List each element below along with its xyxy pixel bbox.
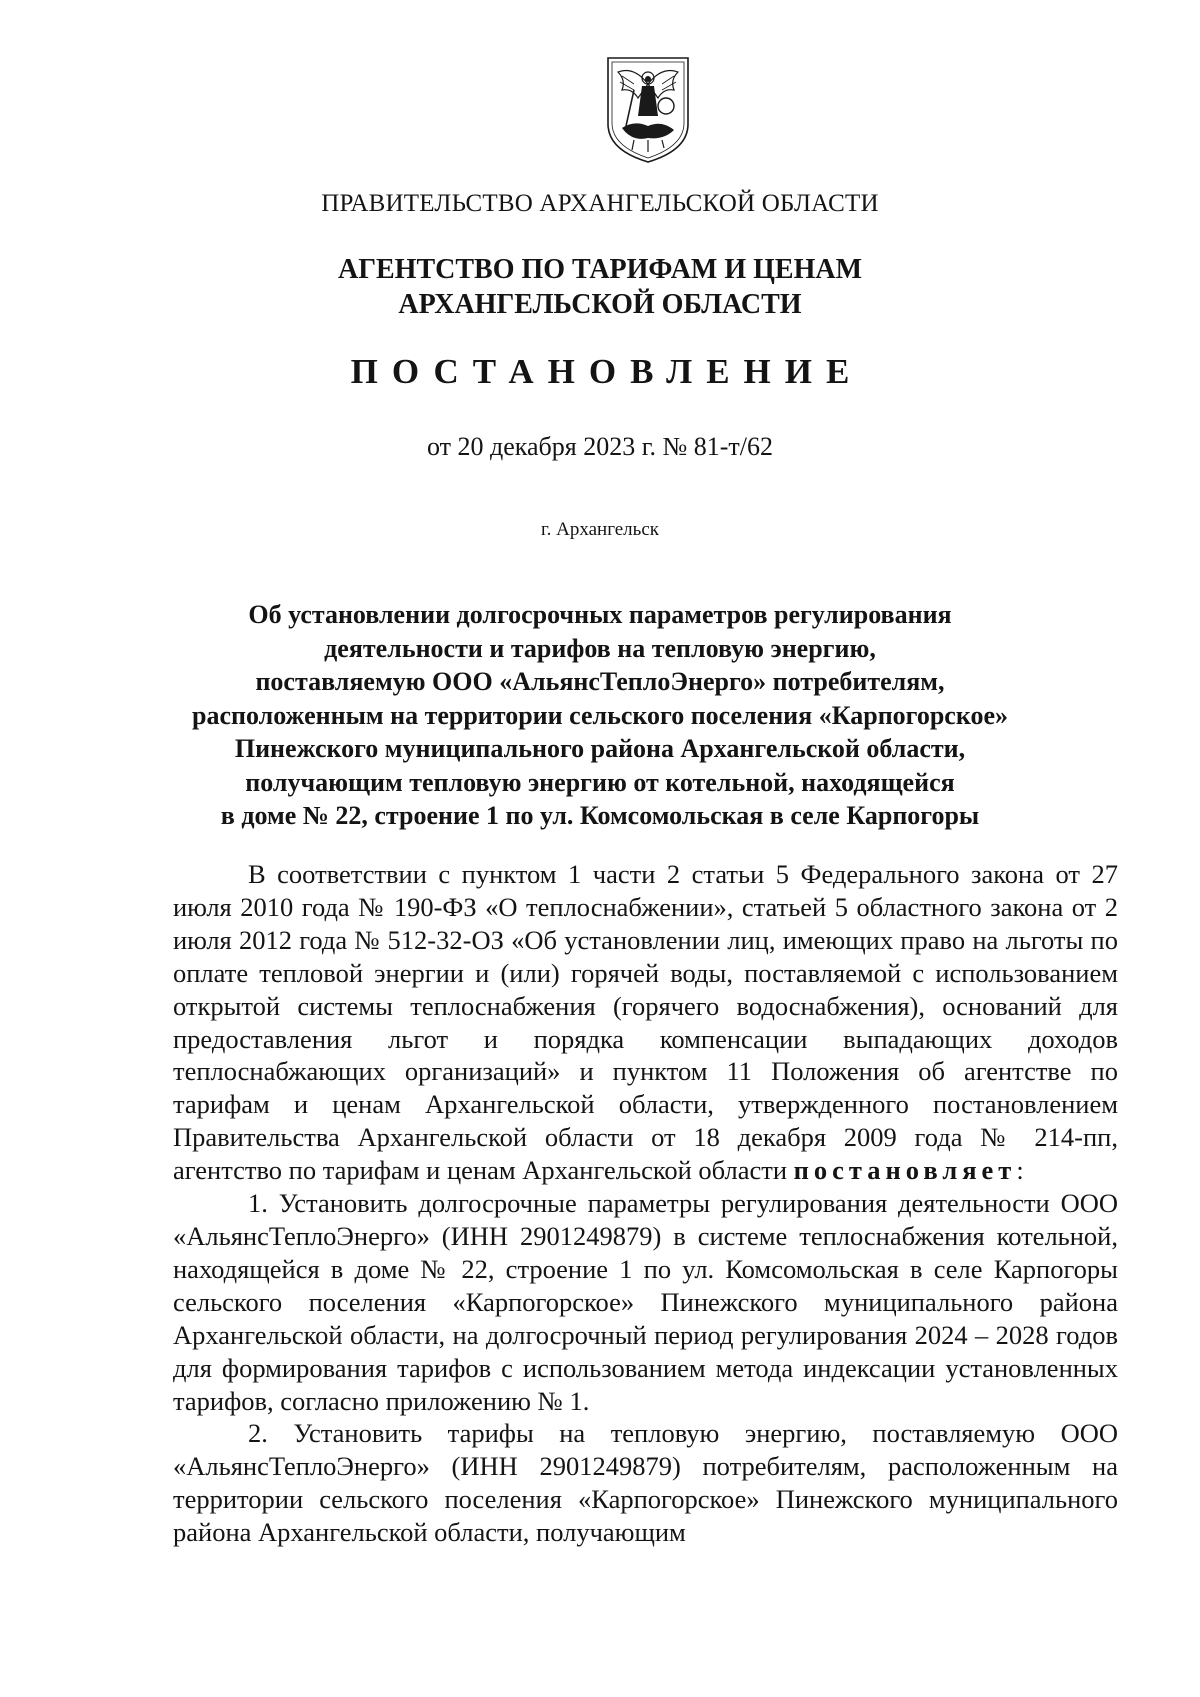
arkhangelsk-coat-of-arms-icon [604, 54, 692, 166]
title-line: поставляемую ООО «АльянсТеплоЭнерго» потребителям, [255, 667, 945, 696]
coat-of-arms-emblem [604, 54, 692, 166]
title-line: расположенным на территории сельского поселения «Карпогорское» [191, 700, 1009, 730]
clause-1: 1. Установить долгосрочные параметры регулирования деятельности ООО «АльянсТеплоЭнерго» (ИНН 2901249879) в системе теплоснабжения котельной, находящейся в доме № 22, строение 1 по ул. Комсомольская в селе Карпогоры сельского поселения «Карпогорское» Пинежского муниципального района Архангельской области, на долгосрочный период регулирования 2024 – 2028 годов для формирования тарифов с использованием метода индексации установленных тарифов, согласно приложению № 1. [173, 1188, 1118, 1416]
title-line: в доме № 22, строение 1 по ул. Комсомольская в селе Карпогоры [220, 801, 980, 830]
agency-name [0, 252, 1200, 322]
title-line: Пинежского муниципального района Архангельской области, [234, 734, 966, 763]
title-line: деятельности и тарифов на тепловую энергию, [324, 633, 876, 663]
document-body [173, 858, 1118, 1549]
preamble-text: В соответствии с пунктом 1 части 2 статьи 5 Федерального закона от 27 июля 2010 года № 190-ФЗ «О теплоснабжении», статьей 5 областного закона от 2 июля 2012 года № 512-32-ОЗ «Об установлении лиц, имеющих право на льготы по оплате тепловой энергии и (или) горячей воды, поставляемой с использованием открытой системы теплоснабжения (горячего водоснабжения), оснований для предоставления льгот и порядка компенсации выпадающих доходов теплоснабжающих организаций» и пунктом 11 Положения об агентстве по тарифам и ценам Архангельской области, утвержденного постановлением Правительства Архангельской области от 18 декабря 2009 года № 214-пп, агентство по тарифам и ценам Архангельской области [173, 859, 1118, 1186]
decree-word: постановляет [793, 1155, 1017, 1186]
preamble-tail: : [1016, 1155, 1024, 1186]
agency-name-line-2: АРХАНГЕЛЬСКОЙ ОБЛАСТИ [398, 289, 802, 320]
title-line: Об установлении долгосрочных параметров регулирования [248, 600, 952, 629]
document-date-number: от 20 декабря 2023 г. № 81-т/62 [426, 432, 774, 461]
agency-name-line-1: АГЕНТСТВО ПО ТАРИФАМ И ЦЕНАМ [337, 254, 863, 285]
document-city: г. Архангельск [540, 519, 659, 540]
title-line: получающим тепловую энергию от котельной, находящейся [245, 767, 955, 797]
government-name: ПРАВИТЕЛЬСТВО АРХАНГЕЛЬСКОЙ ОБЛАСТИ [321, 190, 879, 217]
preamble-paragraph [173, 858, 1118, 1187]
document-type: ПОСТАНОВЛЕНИЕ [350, 352, 864, 391]
clause-2: 2. Установить тарифы на тепловую энергию, поставляемую ООО «АльянсТеплоЭнерго» (ИНН 2901249879) потребителям, расположенным на территории сельского поселения «Карпогорское» Пинежского муниципального района Архангельской области, получающим [173, 1418, 1118, 1548]
document-title [0, 598, 1200, 833]
